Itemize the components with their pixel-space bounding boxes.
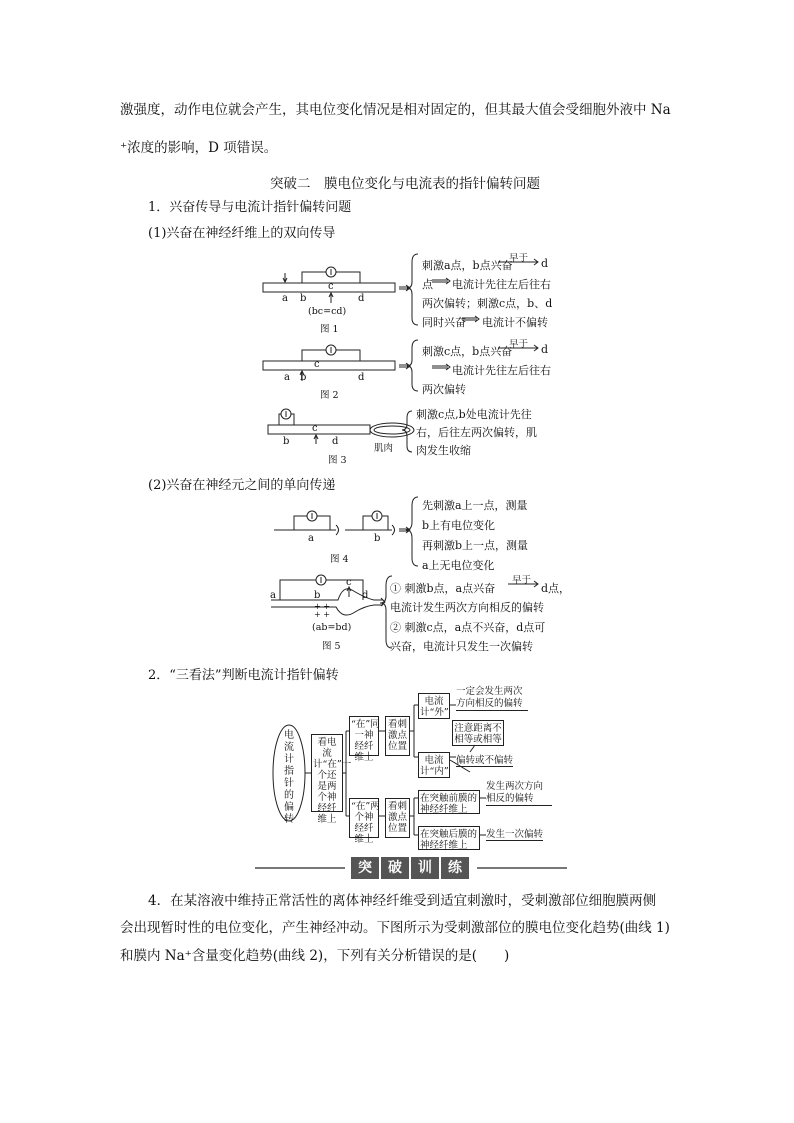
fig1-label-b: b xyxy=(300,293,307,304)
fig1-text-4: 两次偏转；刺激c点，b、d xyxy=(422,297,553,310)
heading-1a: (1)兴奋在神经纤维上的双向传导 xyxy=(148,226,336,241)
flow-look-fiber: 看电流计“在”一个还是两个神经纤维上 xyxy=(311,734,343,812)
fig5-synapse-marks: + + + + xyxy=(314,602,330,619)
fig1-text-6: 电流计不偏转 xyxy=(482,316,548,329)
fig2-text-1: 刺激c点，b点兴奋 xyxy=(422,345,513,358)
flow-outer-result: 一定会发生两次方向相反的偏转 xyxy=(456,686,528,711)
flow-inner-result: 偏转或不偏转 xyxy=(456,752,513,767)
fig4-label-b: b xyxy=(374,533,381,544)
fig4-text-1: 先刺激a上一点，测量 xyxy=(422,499,528,512)
q4-line-2: 会出现暂时性的电位变化，产生神经冲动。下图所示为受刺激部位的膜电位变化趋势(曲线 1) xyxy=(120,920,670,936)
fig1-label-d: d xyxy=(358,293,365,304)
fig4-text-2: b上有电位变化 xyxy=(422,519,496,532)
fig3-text-2: 右，后往左两次偏转，肌 xyxy=(416,426,537,439)
fig2-label-d: d xyxy=(358,372,365,383)
banner-char-2: 破 xyxy=(381,857,409,879)
section-title: 突破二 膜电位变化与电流表的指针偏转问题 xyxy=(270,176,540,192)
fig2-label-c: c xyxy=(314,359,320,370)
fig5-text-5: 兴奋，电流计只发生一次偏转 xyxy=(390,640,533,653)
fig2-text-3: 两次偏转 xyxy=(422,383,466,396)
flow-inner: 电流计“内” xyxy=(418,752,450,778)
fig5-label-a: a xyxy=(270,590,276,601)
fig3-caption: 图 3 xyxy=(328,455,347,466)
flow-diff-fiber: “在”两个神经纤维上 xyxy=(349,798,379,838)
flow-look-position-2: 看刺激点位置 xyxy=(385,798,410,838)
fig4-caption: 图 4 xyxy=(330,554,349,565)
fig1-arrow-label: 早于 xyxy=(509,253,529,264)
fig3-text-3: 肉发生收缩 xyxy=(416,444,471,457)
heading-1b: (2)兴奋在神经元之间的单向传递 xyxy=(148,478,336,493)
fig2-caption: 图 2 xyxy=(320,390,339,401)
fig5-text-1: ① 刺激b点，a点兴奋 xyxy=(390,582,496,595)
fig5-text-2: d点， xyxy=(541,582,571,595)
fig1-text-5: 同时兴奋 xyxy=(422,316,466,329)
flow-pre-synapse: 在突触前膜的神经纤维上 xyxy=(418,790,480,814)
flow-note: 注意距离不相等或相等 xyxy=(452,720,504,746)
fig1-note: (bc=cd) xyxy=(308,306,347,317)
fig2-text-d: d xyxy=(541,343,549,356)
flow-look-position-1: 看刺激点位置 xyxy=(385,716,410,756)
fig5-note: (ab=bd) xyxy=(312,622,352,633)
fig1-text-3: 电流计先往左后往右 xyxy=(452,278,551,291)
banner-char-4: 练 xyxy=(441,857,469,879)
fig3-label-d: d xyxy=(332,436,339,447)
banner-char-3: 训 xyxy=(411,857,439,879)
intro-line-1: 激强度，动作电位就会产生，其电位变化情况是相对固定的，但其最大值会受细胞外液中 Na xyxy=(120,102,671,118)
fig1-label-a: a xyxy=(282,293,288,304)
fig2-arrow-label: 早于 xyxy=(509,339,529,350)
fig2-label-b: b xyxy=(300,372,307,383)
fig2-text-2: 电流计先往左后往右 xyxy=(452,364,551,377)
flow-root: 电流计指针的偏转 xyxy=(284,730,294,825)
flow-pre-result: 发生两次方向相反的偏转 xyxy=(486,781,552,806)
fig3-muscle-label: 肌肉 xyxy=(374,443,394,454)
flow-post-result: 发生一次偏转 xyxy=(486,826,543,841)
q4-line-1: 4．在某溶液中维持正常活性的离体神经纤维受到适宜刺激时，受刺激部位细胞膜两侧 xyxy=(148,893,657,909)
fig5-caption: 图 5 xyxy=(322,641,341,652)
flow-post-synapse: 在突触后膜的神经纤维上 xyxy=(418,826,480,850)
fig1-label-c: c xyxy=(328,281,334,292)
heading-2: 2．“三看法”判断电流计指针偏转 xyxy=(148,668,339,683)
fig3-label-b: b xyxy=(283,436,290,447)
fig5-arrow-label: 早于 xyxy=(512,575,532,586)
fig5-text-3: 电流计发生两次方向相反的偏转 xyxy=(390,601,544,614)
fig4-text-4: a上无电位变化 xyxy=(422,559,495,572)
fig4-label-a: a xyxy=(308,533,314,544)
fig1-text-2: 点 xyxy=(422,278,433,291)
fig5-label-b: b xyxy=(314,590,321,601)
fig3-label-c: c xyxy=(312,423,318,434)
practice-banner xyxy=(351,857,471,879)
fig4-text-3: 再刺激b上一点，测量 xyxy=(422,539,529,552)
fig2-label-a: a xyxy=(284,372,290,383)
fig5-label-d: d xyxy=(362,590,369,601)
fig1-text-1: 刺激a点，b点兴奋 xyxy=(422,259,513,272)
flow-same-fiber: “在”同一神经纤维上 xyxy=(349,716,379,756)
fig3-text-1: 刺激c点,b处电流计先往 xyxy=(416,408,532,421)
heading-1: 1．兴奋传导与电流计指针偏转问题 xyxy=(148,200,352,215)
fig5-label-c: c xyxy=(346,577,352,588)
intro-line-2: ⁺浓度的影响，D 项错误。 xyxy=(120,140,278,156)
fig1-caption: 图 1 xyxy=(320,324,339,335)
q4-line-3: 和膜内 Na⁺含量变化趋势(曲线 2)，下列有关分析错误的是( ) xyxy=(120,948,510,964)
flow-outer: 电流计“外” xyxy=(418,693,450,719)
fig1-text-d: d xyxy=(541,257,549,270)
banner-char-1: 突 xyxy=(351,857,379,879)
fig5-text-4: ② 刺激c点，a点不兴奋，d点可 xyxy=(390,621,546,634)
